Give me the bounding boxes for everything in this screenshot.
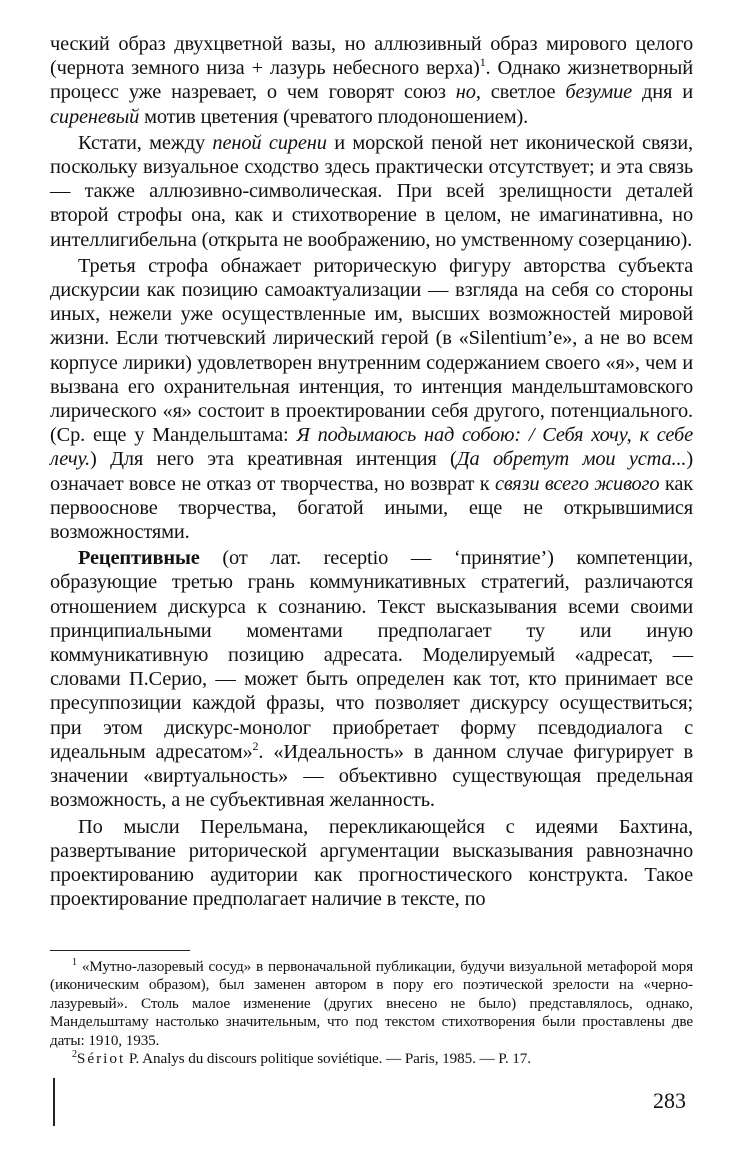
text-span: но xyxy=(455,81,476,104)
text-span: P. Analys du discours politique soviétique. — Paris, 1985. — P. 17. xyxy=(125,1050,531,1068)
text-span: . «Идеальность» в данном случае фигурирует в значении «виртуальность» — объективно существующая предельная возможность, а не субъективная желанность. xyxy=(50,740,693,812)
text-span: безумие xyxy=(565,81,633,104)
text-span: ) означает вовсе не отказ от творчества, но возврат к xyxy=(50,448,693,495)
text-span: связи всего живого xyxy=(494,472,660,495)
text-span: , светлое xyxy=(475,81,566,104)
footnote xyxy=(50,958,693,1050)
text-span: (от лат. receptio — ‘принятие’) компетенции, образующие третью грань коммуникативных стратегий, различаются отношением дискурса к сознанию. Текст высказывания всеми своими принципиальными моментами предполагает ту или иную коммуникативную позицию адресата. Моделируемый «адресат, — словами П.Серио, — может быть определен как тот, кто принимает все пресуппозиции каждой фразы, что позволяет дискурсу осуществиться; при этом дискурс-монолог приобретает форму псевдодиалога с идеальным адресатом» xyxy=(50,547,693,763)
text-span: Я подымаюсь над собою: / Себя хочу, к себе лечу. xyxy=(50,424,693,471)
paragraph xyxy=(50,32,693,129)
text-span: ) Для него эта креативная интенция ( xyxy=(90,448,457,471)
paragraph xyxy=(50,254,693,544)
text-span: Рецептивные xyxy=(78,547,200,570)
footnote-separator xyxy=(50,950,190,951)
footnote-ref: 1 xyxy=(72,956,77,968)
text-span: пеной сирени xyxy=(212,131,327,154)
text-span: сиреневый xyxy=(50,105,140,128)
text-span: Кстати, между xyxy=(78,131,213,154)
paragraph xyxy=(50,546,693,812)
text-span: как первооснове творчества, богатой иными, еще не открывшимися возможностями. xyxy=(50,472,693,544)
footnote-ref: 2 xyxy=(252,739,259,754)
text-span: Да обретут мои уста... xyxy=(456,448,687,471)
text-span: мотив цветения (чреватого плодоношением). xyxy=(139,105,529,128)
footnote-ref: 2 xyxy=(72,1048,77,1060)
paragraph xyxy=(50,131,693,252)
text-span: Третья строфа обнажает риторическую фигуру авторства субъекта дискурсии как позицию самоактуализации — взгляда на себя со стороны иных, нежели уже осуществленные им, высших возможностей мировой жизни. Если тютчевский лирический герой (в «Silentium’е», а не во всем корпусе лирики) удовлетворен внутренним содержанием своего «я», чем и вызвана его охранительная интенция, то интенция мандельштамовского лирического «я» состоит в проектировании себя другого, потенциального. (Ср. еще у Мандельштама: xyxy=(50,254,693,447)
text-span: . Однако жизнетворный процесс уже назревает, о чем говорят союз xyxy=(50,57,693,104)
text-span: «Мутно-лазоревый сосуд» в первоначальной публикации, будучи визуальной метафорой моря (иконическим образом), был заменен автором в пору его поэтической зрелости на «черно-лазуревый». Столь малое изменение (других внесено не было) представлялось, однако, Мандельштаму настолько значительным, что под текстом стихотворения были проставлены две даты: 1910, 1935. xyxy=(50,958,693,1049)
margin-mark xyxy=(53,1078,55,1126)
footnotes xyxy=(50,958,693,1068)
footnote-ref: 1 xyxy=(479,55,486,70)
footnote xyxy=(50,1050,693,1068)
text-span: дня и xyxy=(632,81,693,104)
page-number: 283 xyxy=(653,1088,686,1113)
text-span: ческий образ двухцветной вазы, но аллюзивный образ мирового целого (чернота земного низа + лазурь небесного верха) xyxy=(50,33,693,80)
paragraph xyxy=(50,815,693,912)
text-span: Sériot xyxy=(76,1050,126,1068)
body-text xyxy=(50,32,693,911)
text-span: и морской пеной нет иконической связи, поскольку визуальное сходство здесь практически отсутствует; и эта связь — также аллюзивно-символическая. При всей зрелищности деталей второй строфы она, как и стихотворение в целом, не имагинативна, но интеллигибельна (открыта не воображению, но умственному созерцанию). xyxy=(50,131,693,251)
text-span: По мысли Перельмана, перекликающейся с идеями Бахтина, развертывание риторической аргументации высказывания равнозначно проектированию аудитории как прогностического конструкта. Такое проектирование предполагает наличие в тексте, по xyxy=(50,815,693,911)
